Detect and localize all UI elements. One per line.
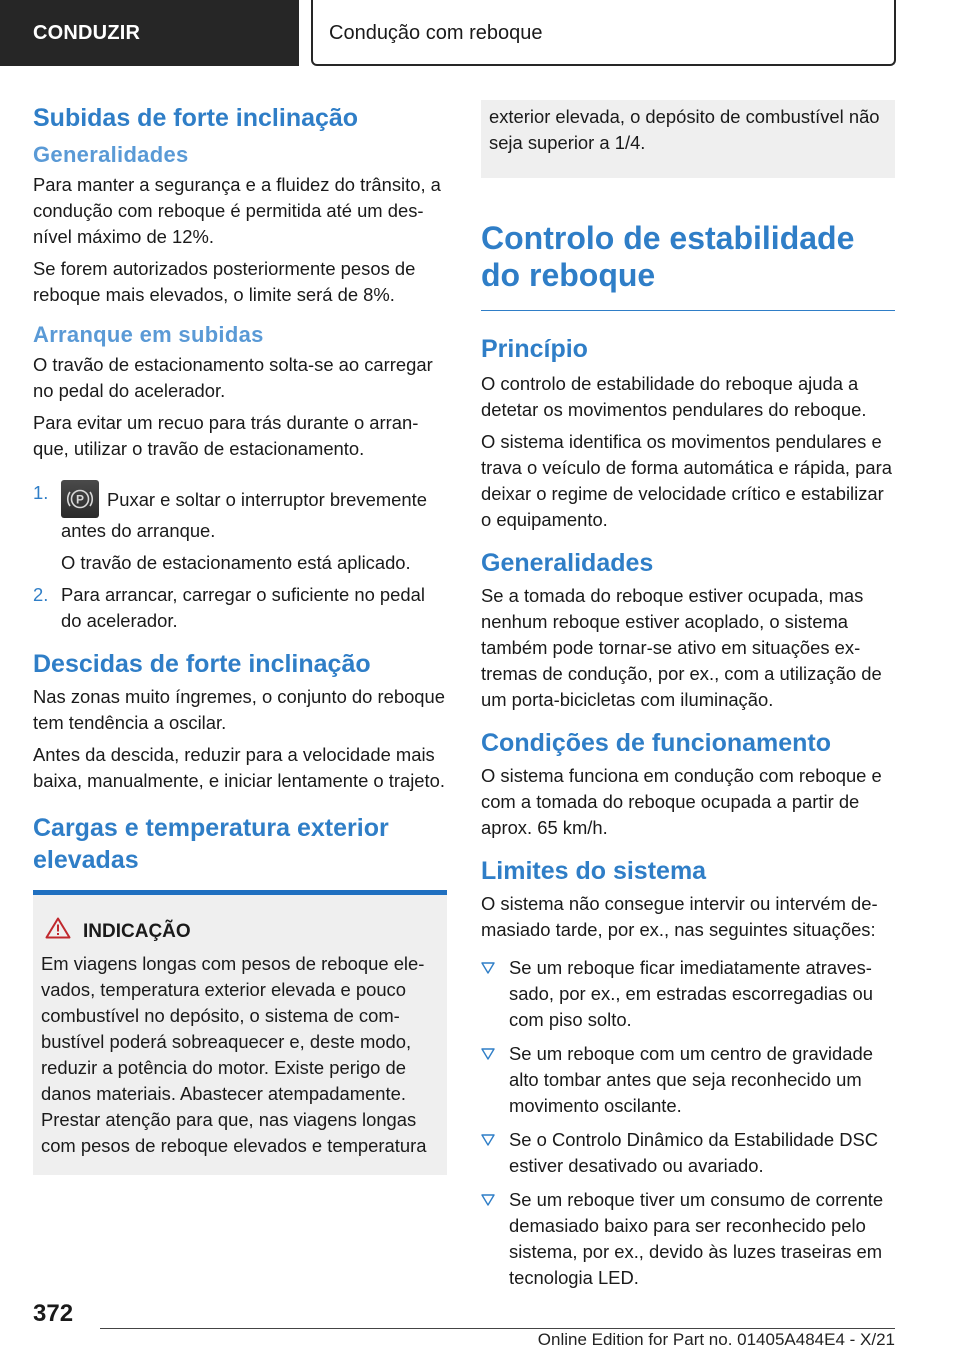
edition-text: Online Edition for Part no. 01405A484E4 - X/21 (537, 1330, 895, 1349)
paragraph: Se a tomada do reboque estiver ocupada, mas nenhum reboque estiver acoplado, o sistema também pode tornar-se ativo em situações extremas de condução, por ex., com a utilização de um porta-bicicletas com iluminação. (481, 585, 882, 710)
list-item (481, 1041, 895, 1119)
bullet-triangle-icon (481, 1194, 495, 1206)
step-text: Puxar e soltar o interruptor brevemente antes do arranque. (61, 489, 427, 541)
heading-general: Generalidades (33, 142, 189, 167)
bullet-text: Se o Controlo Dinâmico da Estabilidade DSC estiver desativado ou avariado. (509, 1129, 879, 1176)
paragraph: O sistema funciona em condução com reboque e com a tomada do reboque ocupada a partir de aprox. 65 km/h. (481, 765, 882, 838)
step-text: Para arrancar, carregar o suficiente no pedal do acelerador. (61, 584, 425, 631)
paragraph: O sistema não consegue intervir ou intervém demasiado tarde, por ex., nas seguintes situações: (481, 893, 878, 940)
section-tab: CONDUZIR (0, 0, 299, 66)
page-number: 372 (33, 1300, 74, 1327)
notice-text: Em viagens longas com pesos de reboque elevados, temperatura exterior elevada e pouco combustível no depósito, o sistema de combustível poderá sobreaquecer e, deste modo, reduzir a potência do motor. Existe perigo de danos materiais. Abastecer atempadamente. Prestar atenção para que, nas viagens longas com pesos de reboque elevados e temperatura (41, 953, 427, 1156)
bullet-text: Se um reboque tiver um consumo de corrente demasiado baixo para ser reconhecido pelo sistema, por ex., devido às luzes traseiras em tecnologia LED. (509, 1189, 884, 1288)
notice-title (41, 917, 439, 947)
bullet-triangle-icon (481, 1134, 495, 1146)
chapter-tab: Condução com reboque (311, 0, 896, 66)
paragraph: O sistema identifica os movimentos pendulares e trava o veículo de forma automática e rápida, para deixar o regime de velocidade crítico e estabilizar o equipamento. (481, 431, 892, 530)
list-item (481, 1127, 895, 1179)
bullet-text: Se um reboque ficar imediatamente atravessado, por ex., em estradas escorregadias ou com piso solto. (509, 957, 873, 1030)
heading-principle: Princípio (481, 335, 588, 363)
paragraph: Nas zonas muito íngremes, o conjunto do reboque tem tendência a oscilar. (33, 686, 445, 733)
heading-loads-temperature: Cargas e temperatura exterior elevadas (33, 814, 389, 874)
bullet-text: Se um reboque com um centro de gravidade alto tombar antes que seja reconhecido um movimento oscilante. (509, 1043, 873, 1116)
paragraph: O controlo de estabilidade do reboque ajuda a detetar os movimentos pendulares do reboque. (481, 373, 867, 420)
paragraph: Para manter a segurança e a fluidez do trânsito, a condução com reboque é permitida até um desnível máximo de 12%. (33, 174, 441, 247)
list-item (33, 582, 447, 634)
heading-steep-climbs: Subidas de forte inclinação (33, 104, 359, 132)
paragraph: Antes da descida, reduzir para a velocidade mais baixa, manualmente, e iniciar lentamente o trajeto. (33, 744, 445, 791)
svg-text:P: P (75, 492, 85, 507)
footer-divider (100, 1328, 895, 1329)
heading-steep-descents: Descidas de forte inclinação (33, 650, 371, 678)
list-item (481, 1187, 895, 1291)
left-column (33, 100, 447, 1175)
list-item (33, 480, 447, 576)
notice-title-text: INDICAÇÃO (83, 921, 191, 942)
right-column (481, 100, 895, 1299)
limits-list (481, 955, 895, 1291)
paragraph: Para evitar um recuo para trás durante o arranque, utilizar o travão de estacionamento. (33, 412, 419, 459)
heading-operating-conditions: Condições de funcionamento (481, 729, 832, 757)
list-item (481, 955, 895, 1033)
step-number: 2. (33, 584, 49, 605)
steps-list (33, 480, 447, 634)
heading-system-limits: Limites do sistema (481, 857, 707, 885)
paragraph: O travão de estacionamento solta-se ao carregar no pedal do acelerador. (33, 354, 433, 401)
notice-text: exterior elevada, o depósito de combustível não seja superior a 1/4. (489, 106, 880, 153)
heading-trailer-stability: Controlo de estabilidade do reboque (481, 220, 895, 311)
bullet-triangle-icon (481, 1048, 495, 1060)
parking-brake-icon (61, 480, 99, 518)
heading-hill-start: Arranque em subidas (33, 322, 264, 347)
heading-general: Generalidades (481, 549, 654, 577)
page-header (0, 0, 960, 66)
paragraph: Se forem autorizados posteriormente pesos de reboque mais elevados, o limite será de 8%. (33, 258, 416, 305)
notice-continuation (481, 100, 895, 178)
bullet-triangle-icon (481, 962, 495, 974)
notice-box (33, 890, 447, 1175)
step-result: O travão de estacionamento está aplicado. (61, 552, 411, 573)
warning-triangle-icon (45, 917, 71, 947)
step-number: 1. (33, 482, 49, 503)
